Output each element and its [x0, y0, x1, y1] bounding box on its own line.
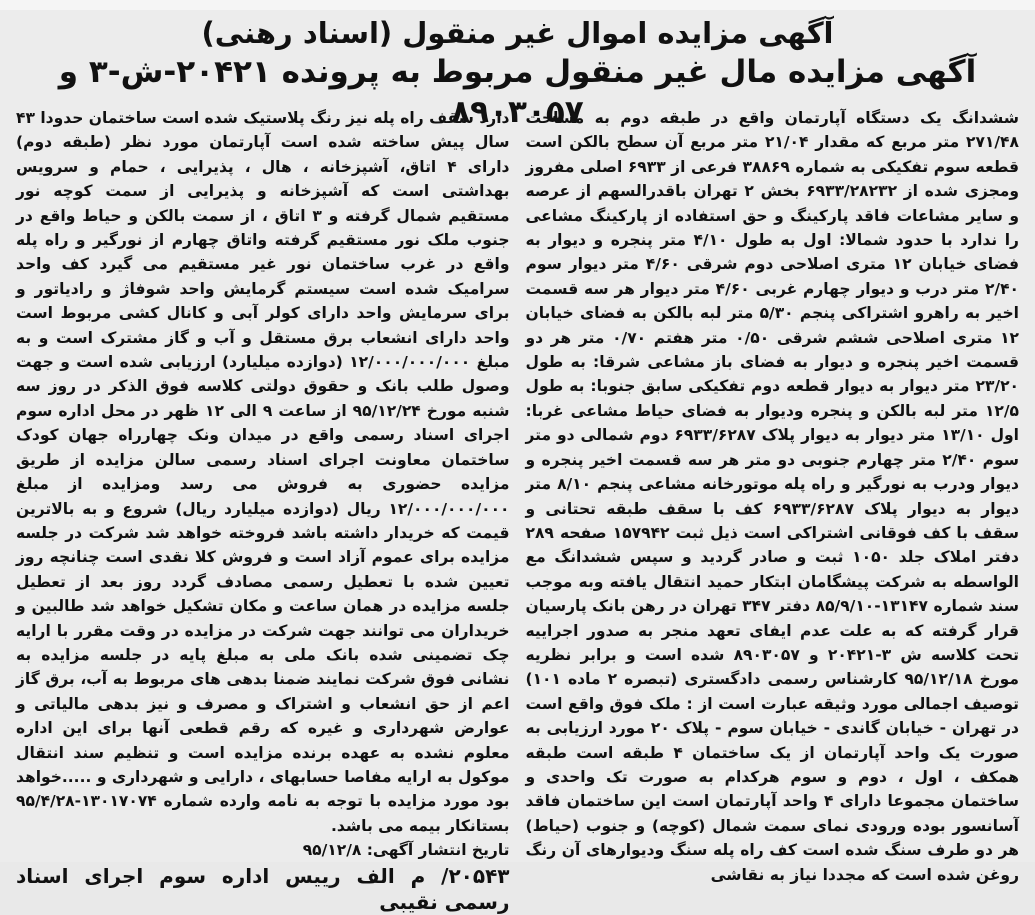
top-margin: [0, 0, 1035, 10]
left-column-text: دارد سقف راه پله نیز رنگ پلاستیک شده است ساختمان حدودا ۴۳ سال پیش ساخته شده است آپارتمان مورد نظر (طبقه دوم) دارای ۴ اتاق، آشپزخانه ، هال ، پذیرایی ، حمام و سرویس بهداشتی است که آشپزخانه و پذیرایی از سمت کوچه نور مستقیم شمال گرفته و ۳ اتاق ، از سمت بالکن و حیاط واقع در جنوب ملک نور مستقیم گرفته واتاق چهارم از نورگیر و راه پله واقع در غرب ساختمان نور غیر مستقیم می گیرد کف واحد سرامیک شده است سیستم گرمایش واحد شوفاژ و رادیاتور و برای سرمایش واحد دارای کولر آبی و کانال کشی مربوط است واحد دارای انشعاب برق مستقل و آب و گاز مشترک است و به مبلغ ۱۲/۰۰۰/۰۰۰/۰۰۰ (دوازده میلیارد) ارزیابی شده است و جهت وصول طلب بانک و حقوق دولتی کلاسه فوق الذکر در روز سه شنبه مورخ ۹۵/۱۲/۲۴ از ساعت ۹ الی ۱۲ ظهر در محل اداره سوم اجرای اسناد رسمی واقع در میدان ونک چهارراه جهان کودک ساختمان معاونت اجرای اسناد رسمی سالن مزایده از طریق مزایده حضوری به فروش می رسد ومزایده از مبلغ ۱۲/۰۰۰/۰۰۰/۰۰۰ ریال (دوازده میلیارد ریال) شروع و به بالاترین قیمت که خریدار داشته باشد فروخته خواهد شد شرکت در جلسه مزایده برای عموم آزاد است و فروش کلا نقدی است چنانچه روز تعیین شده با تعطیل رسمی مصادف گردد روز بعد از تعطیل جلسه مزایده در همان ساعت و مکان تشکیل خواهد شد طالبین و خریداران می توانند جهت شرکت در مزایده در وقت مقرر با ارایه چک تضمینی شده بانک ملی به مبلغ پایه در جلسه مزایده به نشانی فوق شرکت نمایند ضمنا بدهی های مربوط به آب، برق گاز اعم از حق انشعاب و اشتراک و مصرف و نیز بدهی مالیاتی و عوارض شهرداری و غیره که رقم قطعی آنها برای این اداره معلوم نشده به عهده برنده مزایده است و تنظیم سند انتقال موکول به ارایه مفاصا حسابهای ، دارایی و شهرداری و .....خواهد بود مورد مزایده با توجه به نامه وارده شماره ۱۳۰۱۷۰۷۴-۹۵/۴/۲۸ بستانکار بیمه می باشد.: [16, 109, 510, 835]
title-line-2: آگهی مزایده مال غیر منقول مربوط به پرونده ۲۰۴۲۱-ش-۳ و ۸۹۰۳۰۵۷: [58, 54, 977, 130]
ad-body-columns: [16, 106, 1020, 914]
left-column: [16, 106, 510, 914]
publish-date: تاریخ انتشار آگهی: ۹۵/۱۲/۸: [302, 841, 510, 860]
right-column-text: ششدانگ یک دستگاه آپارتمان واقع در طبقه دوم به مساحت ۲۷۱/۴۸ متر مربع که مقدار ۲۱/۰۴ متر مربع آن سطح بالکن است قطعه سوم تفکیکی به شماره ۳۸۸۶۹ فرعی از ۶۹۳۳ اصلی مفروز ومجزی شده از ۶۹۳۳/۲۸۲۳۲ بخش ۲ تهران باقدرالسهم از عرصه و سایر مشاعات فاقد پارکینگ و حق استفاده از پارکینگ مشاعی را ندارد با حدود شمالا: اول به طول ۴/۱۰ متر پنجره و دیوار به فضای خیابان ۱۲ متری اصلاحی دوم شرقی ۴/۶۰ متر دیوار سوم ۲/۴۰ متر درب و دیوار چهارم غربی ۴/۶۰ متر دیوار هر سه قسمت اخیر به راهرو اشتراکی پنجم ۵/۳۰ متر لبه بالکن به فضای خیابان ۱۲ متری اصلاحی ششم شرقی ۰/۵۰ متر هفتم ۰/۷۰ متر هر دو قسمت اخیر پنجره و دیوار به فضای باز مشاعی شرقا: به طول ۲۳/۲۰ متر دیوار به دیوار قطعه دوم تفکیکی سابق جنوبا: به طول ۱۲/۵ متر لبه بالکن و پنجره ودیوار به فضای حیاط مشاعی غربا: اول ۱۳/۱۰ متر دیوار به دیوار پلاک ۶۹۳۳/۶۲۸۷ دوم شمالی دو متر سوم ۲/۴۰ متر چهارم جنوبی دو متر هر سه قسمت اخیر پنجره و دیوار ودرب به نورگیر و راه پله موتورخانه مشاعی پنجم ۸/۱۰ متر دیوار به دیوار پلاک ۶۹۳۳/۶۲۸۷ کف با سقف طبقه تحتانی و سقف با کف فوقانی اشتراکی است ذیل ثبت ۱۵۷۹۴۲ صفحه ۲۸۹ دفتر املاک جلد ۱۰۵۰ ثبت و صادر گردید و سپس ششدانگ مع الواسطه به شرکت پیشگامان ابتکار حمید انتقال یافته وبه موجب سند شماره ۱۳۱۴۷-۸۵/۹/۱۰ دفتر ۳۴۷ تهران در رهن بانک پارسیان قرار گرفته که به علت عدم ایفای تعهد منجر به صدور اجراییه تحت کلاسه ش ۳-۲۰۴۲۱ و ۸۹۰۳۰۵۷ شده است و برابر نظریه مورخ ۹۵/۱۲/۱۸ کارشناس رسمی دادگستری (تبصره ۲ ماده ۱۰۱) توصیف اجمالی مورد وثیقه عبارت است از : ملک فوق واقع است در تهران - خیابان گاندی - خیابان سوم - پلاک ۲۰ مورد ارزیابی به صورت یک واحد آپارتمان از یک ساختمان ۴ طبقه است طبقه همکف ، اول ، دوم و سوم هرکدام به صورت تک واحدی و ساختمان مجموعا دارای ۴ واحد آپارتمان است این ساختمان فاقد آسانسور بوده ورودی نمای سمت شمال (کوچه) و جنوب (حیاط) هر دو طرف سنگ شده است کف راه پله سنگ ودیوارهای آن رنگ روغن شده است که مجددا نیاز به نقاشی: [525, 109, 1020, 884]
signature: ۲۰۵۴۳/ م الف رییس اداره سوم اجرای اسناد رسمی نقیبی: [16, 863, 510, 914]
right-column: [525, 106, 1020, 884]
title-line-1: آگهی مزایده اموال غیر منقول (اسناد رهنی): [201, 16, 834, 50]
